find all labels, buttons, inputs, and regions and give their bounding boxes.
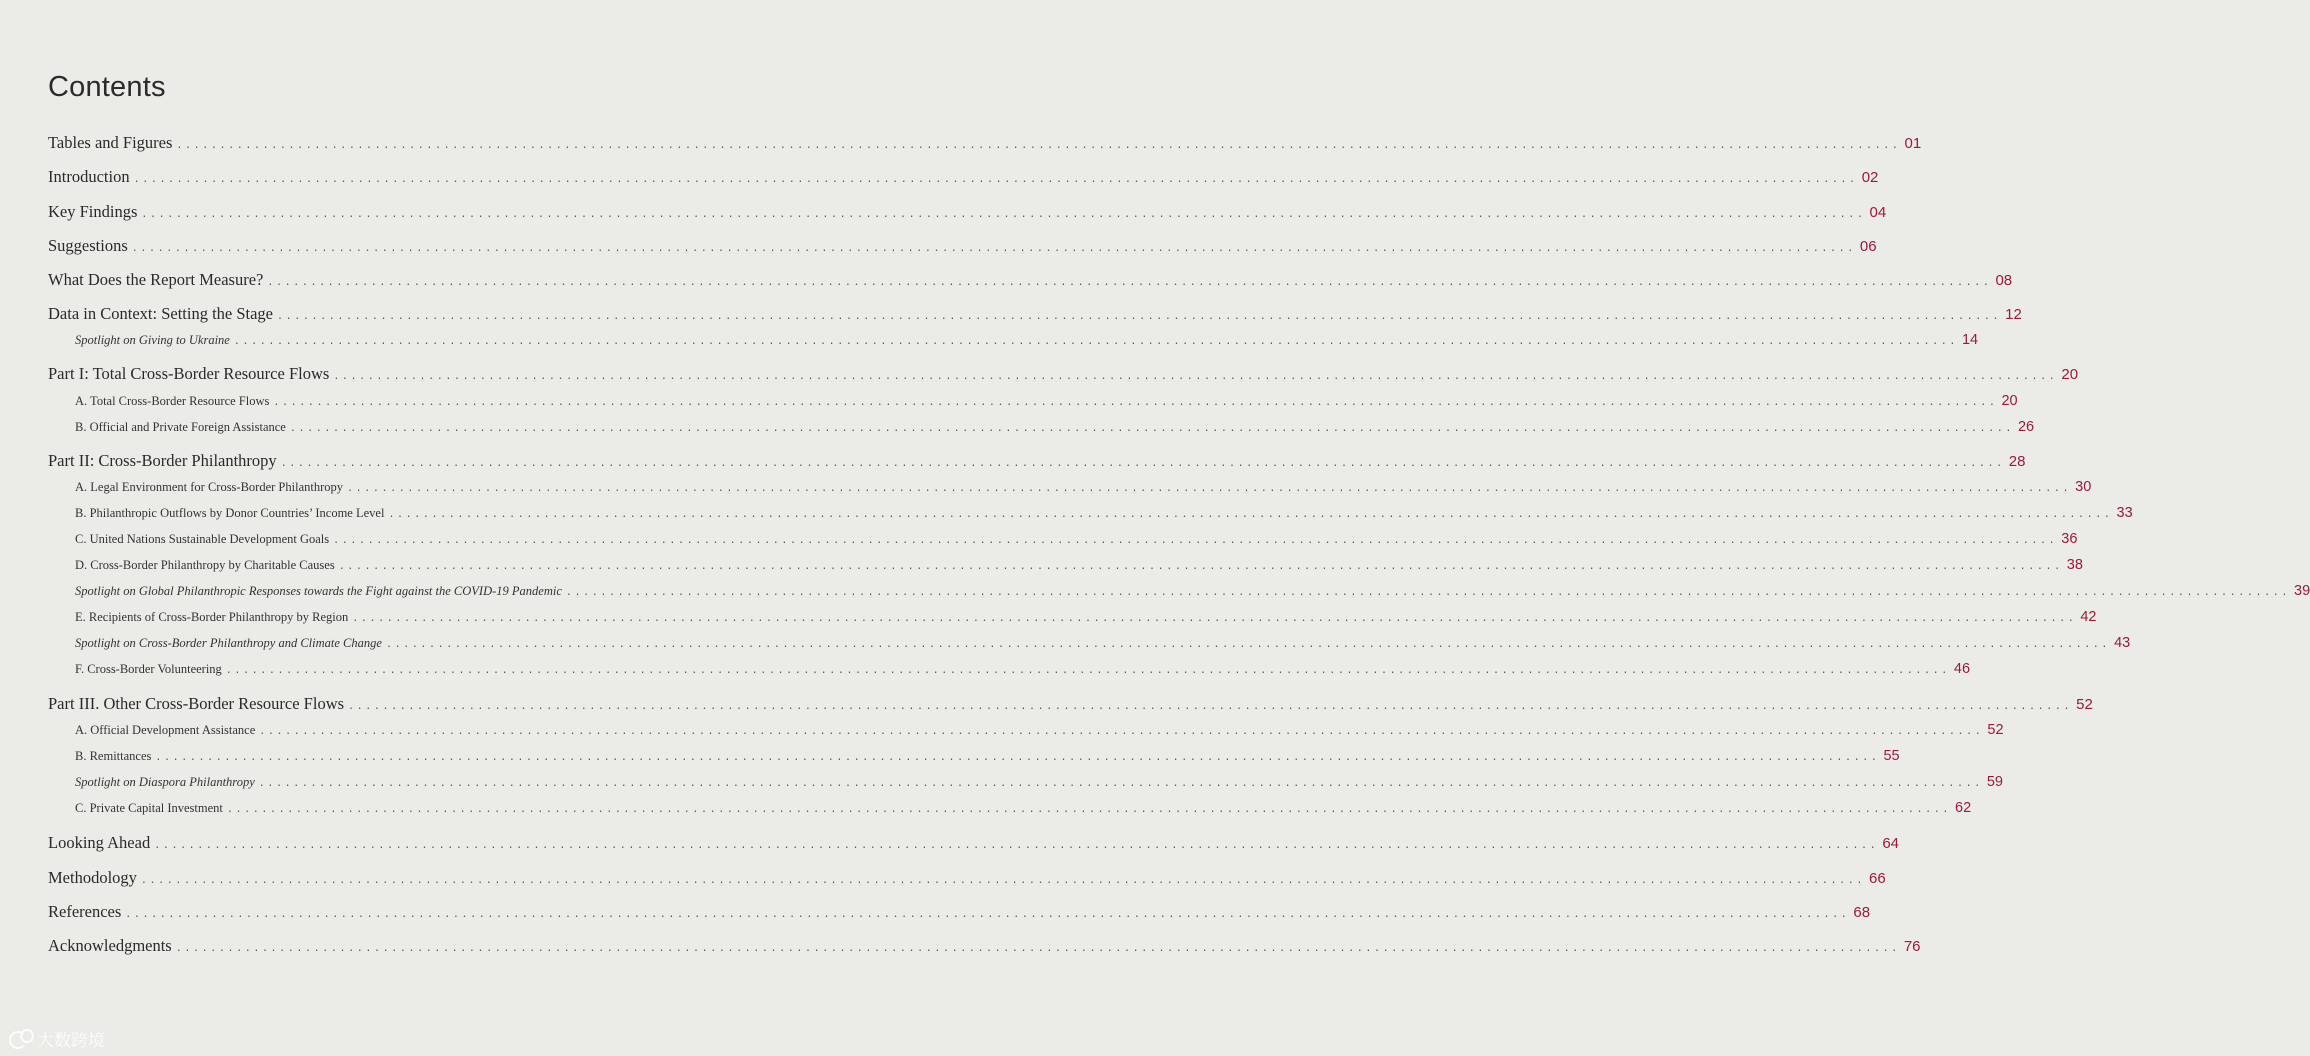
toc-entry-label: Tables and Figures xyxy=(48,133,173,152)
dot-leader: ........................................................................................................................................................................................................ xyxy=(352,613,2077,624)
toc-entry-page-number: 12 xyxy=(2005,306,2022,323)
dot-leader: ........................................................................................................................................................................................................ xyxy=(131,243,1856,254)
dot-leader: ........................................................................................................................................................................................................ xyxy=(277,311,2002,322)
toc-entry-page-number: 08 xyxy=(1995,272,2013,289)
toc-entry[interactable] xyxy=(48,133,1922,153)
dot-leader: ........................................................................................................................................................................................................ xyxy=(273,397,1998,408)
toc-entry-label: References xyxy=(48,902,122,921)
toc-entry[interactable] xyxy=(48,902,1871,922)
toc-entry[interactable] xyxy=(75,583,2310,599)
toc-entry-page-number: 06 xyxy=(1859,238,1877,255)
toc-entry-page-number: 46 xyxy=(1953,661,1971,677)
toc-entry[interactable] xyxy=(48,868,1886,888)
dot-leader: ........................................................................................................................................................................................................ xyxy=(385,639,2111,650)
dot-leader: ........................................................................................................................................................................................................ xyxy=(141,209,1866,220)
toc-entry[interactable] xyxy=(75,505,2133,521)
toc-entry[interactable] xyxy=(75,419,2035,435)
toc-entry-page-number: 14 xyxy=(1961,332,1979,348)
toc-entry[interactable] xyxy=(75,748,1900,764)
toc-entry[interactable] xyxy=(75,479,2092,495)
toc-entry[interactable] xyxy=(48,833,1899,853)
toc-entry-page-number: 52 xyxy=(2076,696,2093,713)
toc-entry[interactable] xyxy=(48,364,2079,384)
toc-entry-page-number: 66 xyxy=(1869,870,1886,887)
toc-entry-label: Spotlight on Global Philanthropic Responses towards the Fight against the COVID-19 Pandemic xyxy=(75,584,562,598)
toc-entry-page-number: 04 xyxy=(1869,204,1887,221)
dot-leader: ........................................................................................................................................................................................................ xyxy=(258,778,1983,789)
toc-entry[interactable] xyxy=(75,393,2018,409)
toc-entry-page-number: 64 xyxy=(1882,835,1899,852)
toc-entry-label: Introduction xyxy=(48,167,130,186)
dot-leader: ........................................................................................................................................................................................................ xyxy=(259,726,1984,737)
dot-leader: ........................................................................................................................................................................................................ xyxy=(155,752,1880,763)
toc-entry-label: Spotlight on Giving to Ukraine xyxy=(75,333,230,347)
toc-entry[interactable] xyxy=(75,774,2003,790)
toc-entry-page-number: 30 xyxy=(2075,479,2092,495)
dot-leader: ........................................................................................................................................................................................................ xyxy=(154,840,1879,851)
dot-leader: ........................................................................................................................................................................................................ xyxy=(280,458,2005,469)
toc-entry-page-number: 20 xyxy=(2001,393,2018,409)
toc-entry-label: Part III. Other Cross-Border Resource Flows xyxy=(48,694,345,713)
toc-entry-label: What Does the Report Measure? xyxy=(48,270,264,289)
toc-entry-page-number: 52 xyxy=(1987,722,2004,738)
toc-entry-label: Acknowledgments xyxy=(48,936,172,955)
dot-leader: ........................................................................................................................................................................................................ xyxy=(348,701,2073,712)
toc-entry-label: D. Cross-Border Philanthropy by Charitable Causes xyxy=(75,558,335,572)
toc-entry[interactable] xyxy=(75,635,2131,651)
toc-entry-label: B. Philanthropic Outflows by Donor Countries’ Income Level xyxy=(75,506,385,520)
toc-entry-label: Key Findings xyxy=(48,202,138,221)
dot-leader: ........................................................................................................................................................................................................ xyxy=(333,535,2058,546)
toc-entry-label: Methodology xyxy=(48,868,137,887)
dot-leader: ........................................................................................................................................................................................................ xyxy=(338,561,2063,572)
toc-entry-page-number: 55 xyxy=(1883,748,1900,764)
toc-entry-page-number: 01 xyxy=(1904,135,1922,152)
dot-leader: ........................................................................................................................................................................................................ xyxy=(565,587,2290,598)
toc-entry[interactable] xyxy=(48,694,2093,714)
toc-entry-label: A. Total Cross-Border Resource Flows xyxy=(75,394,270,408)
toc-entry[interactable] xyxy=(48,451,2026,471)
dot-leader: ........................................................................................................................................................................................................ xyxy=(233,336,1958,347)
dot-leader: ........................................................................................................................................................................................................ xyxy=(176,140,1901,151)
page-title: Contents xyxy=(48,71,166,104)
toc-entry[interactable] xyxy=(75,332,1979,348)
dot-leader: ........................................................................................................................................................................................................ xyxy=(347,483,2072,494)
toc-entry-label: Looking Ahead xyxy=(48,833,151,852)
toc-entry-label: Spotlight on Cross-Border Philanthropy and Climate Change xyxy=(75,636,382,650)
toc-entry[interactable] xyxy=(48,202,1887,222)
toc-entry-page-number: 28 xyxy=(2008,453,2026,470)
toc-entry-label: C. United Nations Sustainable Development Goals xyxy=(75,532,330,546)
toc-entry-label: A. Legal Environment for Cross-Border Philanthropy xyxy=(75,480,344,494)
toc-entry-label: Spotlight on Diaspora Philanthropy xyxy=(75,775,255,789)
dot-leader: ........................................................................................................................................................................................................ xyxy=(388,509,2113,520)
toc-entry-label: A. Official Development Assistance xyxy=(75,723,256,737)
toc-entry-label: E. Recipients of Cross-Border Philanthropy by Region xyxy=(75,610,349,624)
toc-entry-page-number: 43 xyxy=(2114,635,2131,651)
watermark-text: 大数跨境 xyxy=(37,1031,105,1051)
toc-entry[interactable] xyxy=(48,270,2013,290)
toc-entry-label: B. Official and Private Foreign Assistance xyxy=(75,420,286,434)
watermark xyxy=(8,1026,105,1051)
toc-entry-page-number: 36 xyxy=(2061,531,2078,547)
toc-entry[interactable] xyxy=(48,236,1877,256)
dot-leader: ........................................................................................................................................................................................................ xyxy=(225,665,1950,676)
dot-leader: ........................................................................................................................................................................................................ xyxy=(140,875,1866,886)
toc-entry-page-number: 26 xyxy=(2017,419,2035,435)
toc-entry-page-number: 42 xyxy=(2080,609,2097,625)
toc-entry-page-number: 62 xyxy=(1955,800,1972,816)
toc-entry-label: Suggestions xyxy=(48,236,128,255)
toc-entry-page-number: 68 xyxy=(1853,904,1871,921)
dot-leader: ........................................................................................................................................................................................................ xyxy=(226,804,1951,815)
toc-entry-page-number: 33 xyxy=(2116,505,2133,521)
dot-leader: ........................................................................................................................................................................................................ xyxy=(267,277,1992,288)
toc-entry[interactable] xyxy=(48,304,2022,324)
toc-entry-page-number: 76 xyxy=(1903,938,1921,955)
dot-leader: ........................................................................................................................................................................................................ xyxy=(175,943,1900,954)
toc-entry-label: Part II: Cross-Border Philanthropy xyxy=(48,451,277,470)
toc-entry-label: B. Remittances xyxy=(75,749,152,763)
toc-entry[interactable] xyxy=(75,557,2083,573)
dot-leader: ........................................................................................................................................................................................................ xyxy=(133,174,1858,185)
dot-leader: ........................................................................................................................................................................................................ xyxy=(333,371,2058,382)
toc-entry-page-number: 20 xyxy=(2061,366,2079,383)
toc-entry-label: Part I: Total Cross-Border Resource Flows xyxy=(48,364,330,383)
dot-leader: ........................................................................................................................................................................................................ xyxy=(125,909,1850,920)
toc-entry-label: F. Cross-Border Volunteering xyxy=(75,662,222,676)
toc-entry[interactable] xyxy=(48,167,1879,187)
toc-entry-page-number: 38 xyxy=(2066,557,2083,573)
watermark-logo-icon xyxy=(8,1029,34,1049)
toc-entry-page-number: 39 xyxy=(2294,583,2310,599)
toc-entry[interactable] xyxy=(75,609,2097,625)
toc-entry-page-number: 59 xyxy=(1986,774,2003,790)
toc-entry[interactable] xyxy=(75,531,2078,547)
dot-leader: ........................................................................................................................................................................................................ xyxy=(289,423,2014,434)
toc-entry-label: C. Private Capital Investment xyxy=(75,801,223,815)
toc-entry-label: Data in Context: Setting the Stage xyxy=(48,304,274,323)
toc-entry[interactable] xyxy=(48,936,1921,956)
toc-entry[interactable] xyxy=(75,661,1971,677)
toc-entry[interactable] xyxy=(75,800,1972,816)
toc-entry[interactable] xyxy=(75,722,2004,738)
toc-entry-page-number: 02 xyxy=(1861,169,1879,186)
